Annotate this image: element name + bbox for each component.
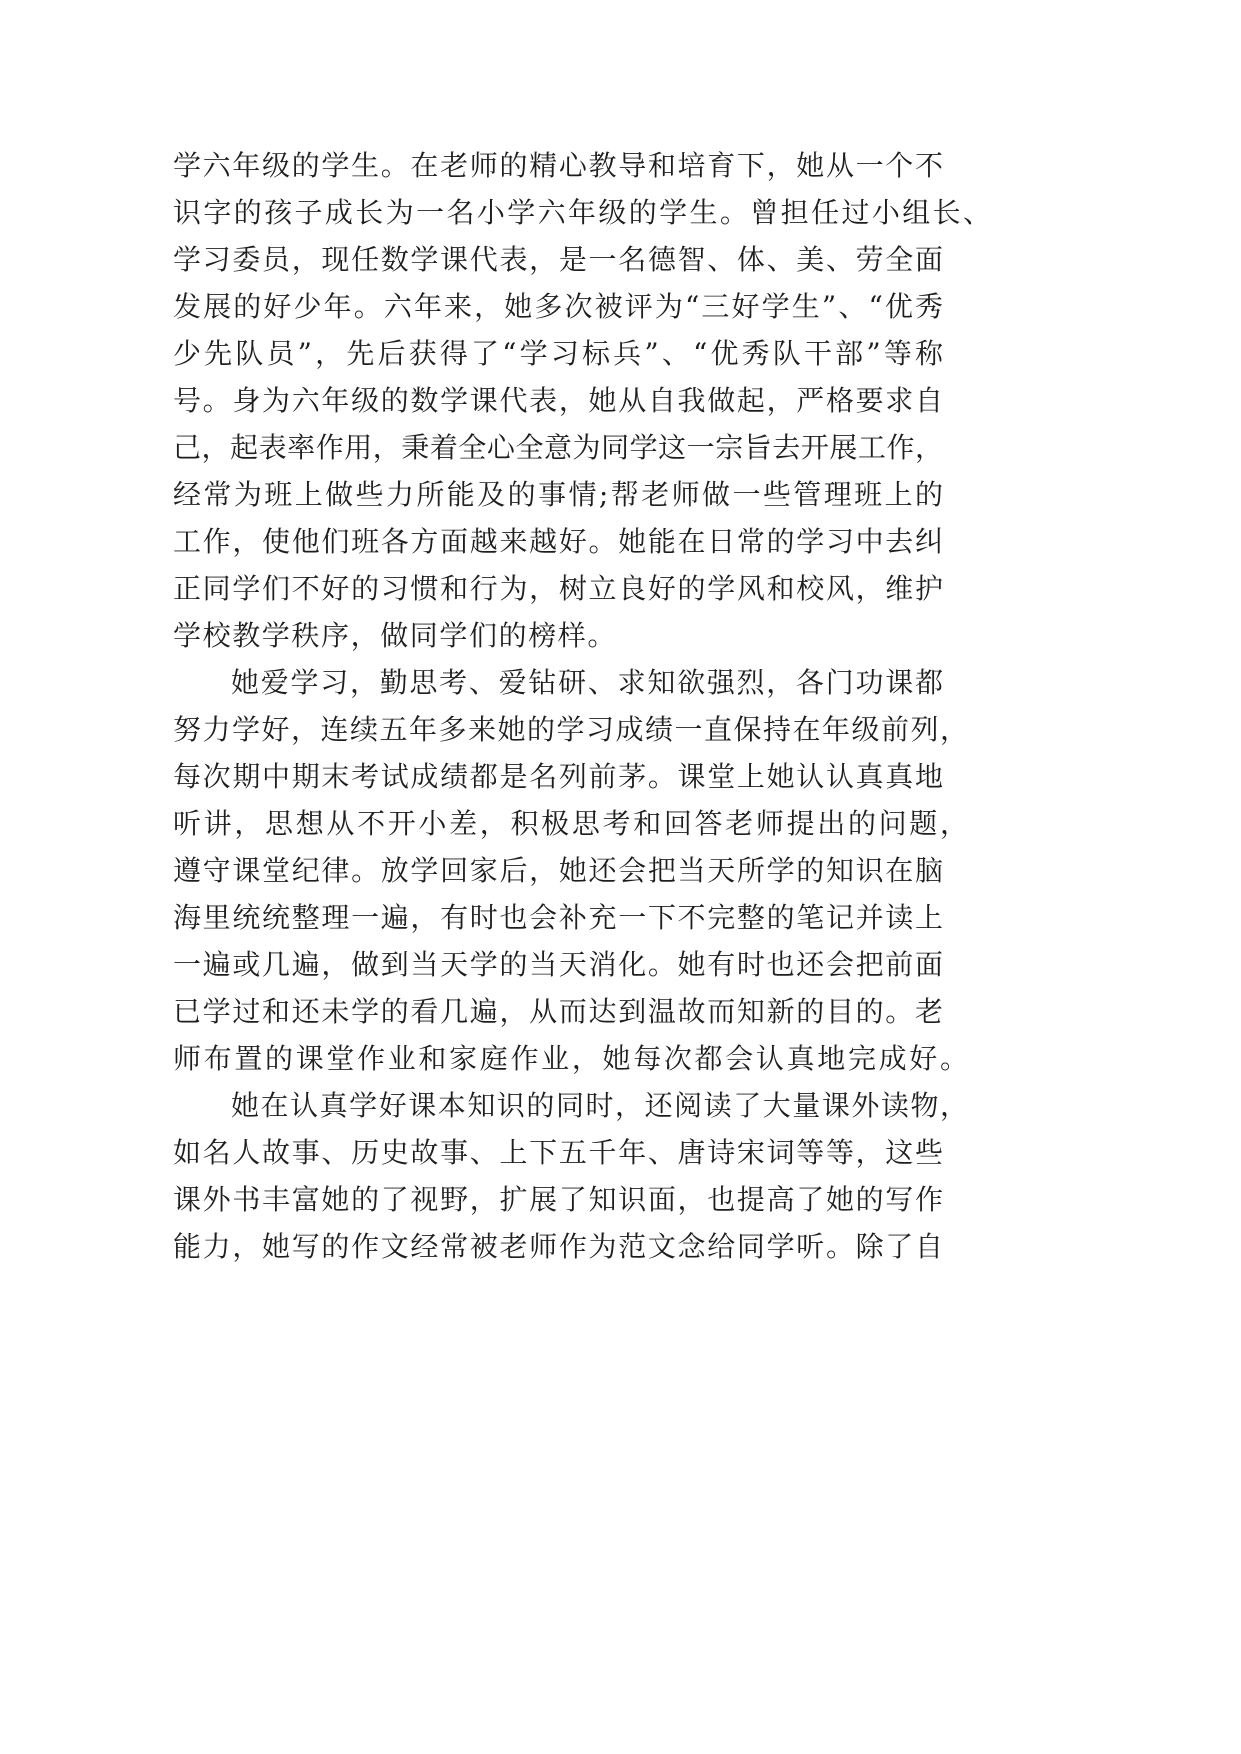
body-line: 学习委员，现任数学课代表，是一名德智、体、美、劳全面 (173, 243, 943, 276)
body-line: 她在认真学好课本知识的同时，还阅读了大量课外读物， (231, 1089, 968, 1122)
body-line: 课外书丰富她的了视野，扩展了知识面，也提高了她的写作 (173, 1183, 943, 1216)
body-line: 师布置的课堂作业和家庭作业，她每次都会认真地完成好。 (173, 1042, 968, 1075)
body-line: 如名人故事、历史故事、上下五千年、唐诗宋词等等，这些 (173, 1136, 943, 1169)
body-line: 一遍或几遍，做到当天学的当天消化。她有时也还会把前面 (173, 948, 943, 981)
body-line: 学六年级的学生。在老师的精心教导和培育下，她从一个不 (173, 149, 943, 182)
body-line: 识字的孩子成长为一名小学六年级的学生。曾担任过小组长、 (173, 196, 991, 229)
paragraph (173, 659, 991, 1082)
body-line: 少先队员”，先后获得了“学习标兵”、“优秀队干部”等称 (173, 337, 943, 370)
body-line: 努力学好，连续五年多来她的学习成绩一直保持在年级前列， (173, 713, 968, 746)
paragraph (173, 142, 991, 659)
body-line: 学校教学秩序，做同学们的榜样。 (173, 619, 618, 652)
body-line: 能力，她写的作文经常被老师作为范文念给同学听。除了自 (173, 1230, 943, 1263)
body-line: 号。身为六年级的数学课代表，她从自我做起，严格要求自 (173, 384, 943, 417)
body-line: 她爱学习，勤思考、爱钻研、求知欲强烈，各门功课都 (231, 666, 943, 699)
paragraph (173, 1082, 991, 1270)
body-line: 正同学们不好的习惯和行为，树立良好的学风和校风，维护 (173, 572, 943, 605)
document-body (173, 142, 991, 1270)
body-line: 海里统统整理一遍，有时也会补充一下不完整的笔记并读上 (173, 901, 943, 934)
body-line: 己，起表率作用，秉着全心全意为同学这一宗旨去开展工作， (173, 431, 943, 464)
body-line: 遵守课堂纪律。放学回家后，她还会把当天所学的知识在脑 (173, 854, 943, 887)
body-line: 每次期中期末考试成绩都是名列前茅。课堂上她认认真真地 (173, 760, 943, 793)
body-line: 听讲，思想从不开小差，积极思考和回答老师提出的问题， (173, 807, 968, 840)
body-line: 已学过和还未学的看几遍，从而达到温故而知新的目的。老 (173, 995, 943, 1028)
body-line: 发展的好少年。六年来，她多次被评为“三好学生”、“优秀 (173, 290, 943, 323)
body-line: 经常为班上做些力所能及的事情;帮老师做一些管理班上的 (173, 478, 943, 511)
body-line: 工作，使他们班各方面越来越好。她能在日常的学习中去纠 (173, 525, 943, 558)
